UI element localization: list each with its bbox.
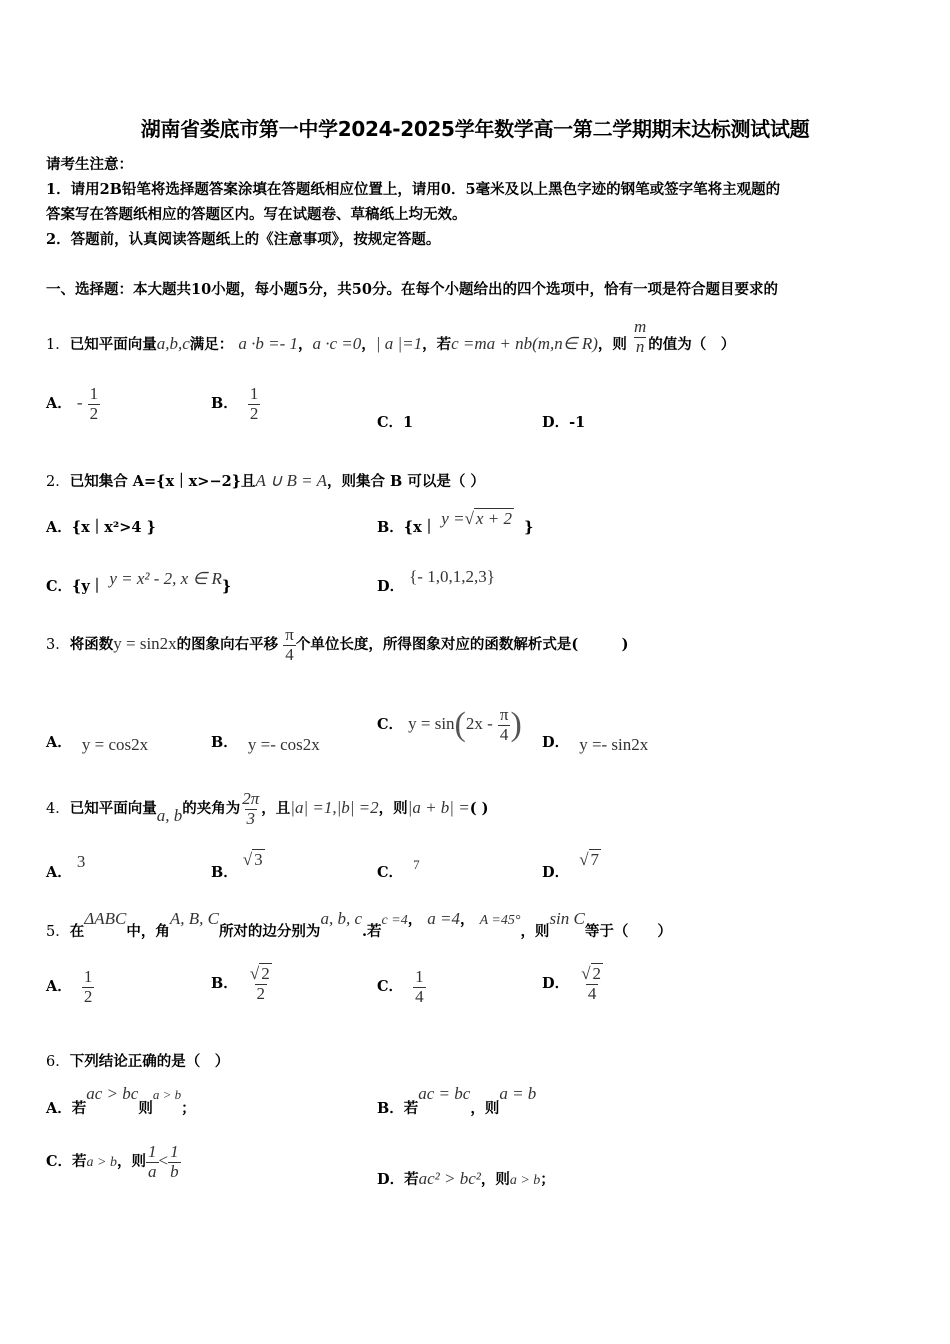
math-expression: y = sin2x <box>113 634 177 654</box>
math-fraction: $\frac{m}{n}$ <box>633 317 647 356</box>
question-number: 3． <box>46 637 70 654</box>
question-1: 1．已知平面向量a,b,c满足： a ·b =- 1，a ·c =0，| a |=1，若c =ma + nb(m,n∈ R)，则 $\frac{m}{n}$ 的值为（ ） <box>46 317 736 356</box>
question-text: 的图象向右平移 <box>176 636 279 654</box>
option-d[interactable]: D． √ 7 <box>542 850 600 881</box>
math-condition: | a |=1 <box>375 334 423 354</box>
question-text: ，则 <box>597 336 627 354</box>
option-c[interactable]: C． y = sin(2x - $\frac{\pi}{4}$ ) <box>377 705 522 744</box>
option-d[interactable]: D． {- 1,0,1,2,3} <box>377 567 495 595</box>
math-condition: A =45° <box>479 913 521 928</box>
math-condition: a =4 <box>427 909 461 928</box>
question-text: 下列结论正确的是（ ） <box>69 1053 230 1070</box>
option-a[interactable]: A． y = cos2x <box>46 734 149 754</box>
math-fraction: $\frac{√ 2}{4}$ <box>581 964 602 1003</box>
option-a[interactable]: A．{x｜x²>4 } <box>46 519 156 536</box>
notice-item-2: 2．答题前，认真阅读答题纸上的《注意事项》，按规定答题。 <box>46 231 441 248</box>
question-3 <box>46 626 629 664</box>
option-d[interactable]: D． y =- sin2x <box>542 734 649 754</box>
option-c[interactable]: C．1 <box>377 414 414 431</box>
question-6 <box>46 1050 229 1071</box>
math-fraction: $\frac{1}{b}$ <box>170 1142 179 1181</box>
notice-item-1-line-2: 答案写在答题纸相应的答题区内。写在试题卷、草稿纸上均无效。 <box>46 206 467 223</box>
math-sides: a, b, c <box>320 909 362 928</box>
math-expression: c =ma + nb(m,n∈ R) <box>451 334 598 354</box>
option-b[interactable]: B． √ 3 <box>211 850 263 881</box>
option-a[interactable]: A． $\frac{1}{2}$ <box>46 967 93 1006</box>
question-text: .若 <box>361 923 382 940</box>
math-sqrt: √ 3 <box>242 850 263 869</box>
question-text: 在 <box>69 923 85 940</box>
document-title: 湖南省娄底市第一中学2024-2025学年数学高一第二学期期末达标测试试题 <box>140 117 810 141</box>
math-triangle: ΔABC <box>84 909 127 928</box>
option-d[interactable]: D．若ac² > bc²，则a > b； <box>377 1169 555 1188</box>
question-text: 所对的边分别为 <box>218 923 321 940</box>
math-condition: a ·c =0 <box>312 334 362 354</box>
math-fraction: $\frac{2\pi}{3}$ <box>242 789 260 828</box>
option-b[interactable]: B． $\frac{√ 2}{2}$ <box>211 965 274 1003</box>
option-a[interactable]: A．若ac > bc则a > b； <box>46 1084 196 1117</box>
math-sqrt: √ x + 2 <box>464 509 512 528</box>
math-vectors: a,b,c <box>156 334 190 354</box>
option-d[interactable]: D．-1 <box>542 414 586 431</box>
option-c[interactable]: C． $\frac{1}{4}$ <box>377 967 424 1006</box>
question-4 <box>46 790 488 828</box>
question-text: ，则 <box>520 923 550 940</box>
option-d[interactable]: D． $\frac{√ 2}{4}$ <box>542 965 605 1003</box>
question-text: 已知集合 A={x｜x>−2}且 <box>69 473 256 490</box>
math-fraction: $\frac{\pi}{4}$ <box>285 625 294 664</box>
math-vectors: a, b <box>156 806 183 826</box>
option-a[interactable]: A． 3 <box>46 852 86 881</box>
question-number: 1． <box>46 337 70 354</box>
math-fraction: $\frac{1}{a}$ <box>148 1142 157 1181</box>
notice-heading: 请考生注意： <box>46 156 133 173</box>
question-text: 已知平面向量 <box>69 800 157 818</box>
option-b[interactable]: B．若ac = bc，则a = b <box>377 1084 537 1117</box>
question-number: 6． <box>46 1054 70 1070</box>
math-fraction: $\frac{1}{2}$ <box>89 384 99 423</box>
math-fraction: $\frac{√ 2}{2}$ <box>249 964 270 1003</box>
question-number: 5． <box>46 924 70 940</box>
option-c[interactable]: C．{y｜ y = x² - 2, x ∈ R} <box>46 569 232 595</box>
question-text: 满足： <box>189 336 234 354</box>
section-heading: 一、选择题：本大题共10小题，每小题5分，共50分。在每个小题给出的四个选项中，恰有一项是符合题目要求的 <box>46 281 778 298</box>
option-b[interactable]: B． y =- cos2x <box>211 734 320 754</box>
question-text: ，则集合 B 可以是（ ） <box>326 473 485 490</box>
math-expression: |a + b| = <box>407 798 470 818</box>
math-expression: |a| =1,|b| =2 <box>290 798 379 818</box>
question-text: 将函数 <box>69 636 114 654</box>
option-c[interactable]: C． 7 <box>377 857 420 881</box>
math-angles: A, B, C <box>169 909 219 928</box>
question-text: 的夹角为 <box>182 800 241 818</box>
math-fraction: $\frac{1}{2}$ <box>83 967 93 1006</box>
math-expression: A ∪ B = A <box>255 471 327 490</box>
option-a[interactable]: A． - $\frac{1}{2}$ <box>46 384 99 423</box>
math-fraction: $\frac{1}{4}$ <box>415 967 424 1006</box>
question-text: 已知平面向量 <box>69 336 157 354</box>
question-text: 个单位长度，所得图象对应的函数解析式是( ) <box>295 636 629 654</box>
question-2 <box>46 470 485 491</box>
math-sqrt: √ 7 <box>579 850 600 869</box>
notice-item-1-line-1: 1．请用2B铅笔将选择题答案涂填在答题纸相应位置上，请用0．5毫米及以上黑色字迹的钢笔或签字笔将主观题的 <box>46 181 781 198</box>
math-condition: a ·b =- 1 <box>238 334 298 354</box>
question-text: ，则 <box>378 800 408 818</box>
math-fraction: $\frac{1}{2}$ <box>249 384 259 423</box>
option-b[interactable]: B． $\frac{1}{2}$ <box>211 384 259 423</box>
question-text: ( ) <box>469 800 489 818</box>
question-text: 的值为（ ） <box>648 336 736 354</box>
math-fraction: $\frac{\pi}{4}$ <box>499 705 509 744</box>
question-number: 4． <box>46 801 70 818</box>
math-condition: c =4 <box>381 913 408 928</box>
question-text: 等于（ ） <box>584 923 672 940</box>
option-c[interactable]: C．若a > b，则 $\frac{1}{a}$ < $\frac{1}{b}$ <box>46 1142 179 1181</box>
question-text: ，若 <box>422 336 452 354</box>
math-expression: sin C <box>549 909 585 928</box>
question-number: 2． <box>46 474 70 490</box>
option-b[interactable]: B．{x｜ y =√ x + 2 } <box>377 509 534 536</box>
question-text: 中，角 <box>126 923 170 940</box>
question-5: 5．在ΔABC中，角A, B, C所对的边分别为a, b, c.若c =4， a =4， A =45°，则sin C等于（ ） <box>46 909 672 940</box>
question-text: ，且 <box>261 800 291 818</box>
